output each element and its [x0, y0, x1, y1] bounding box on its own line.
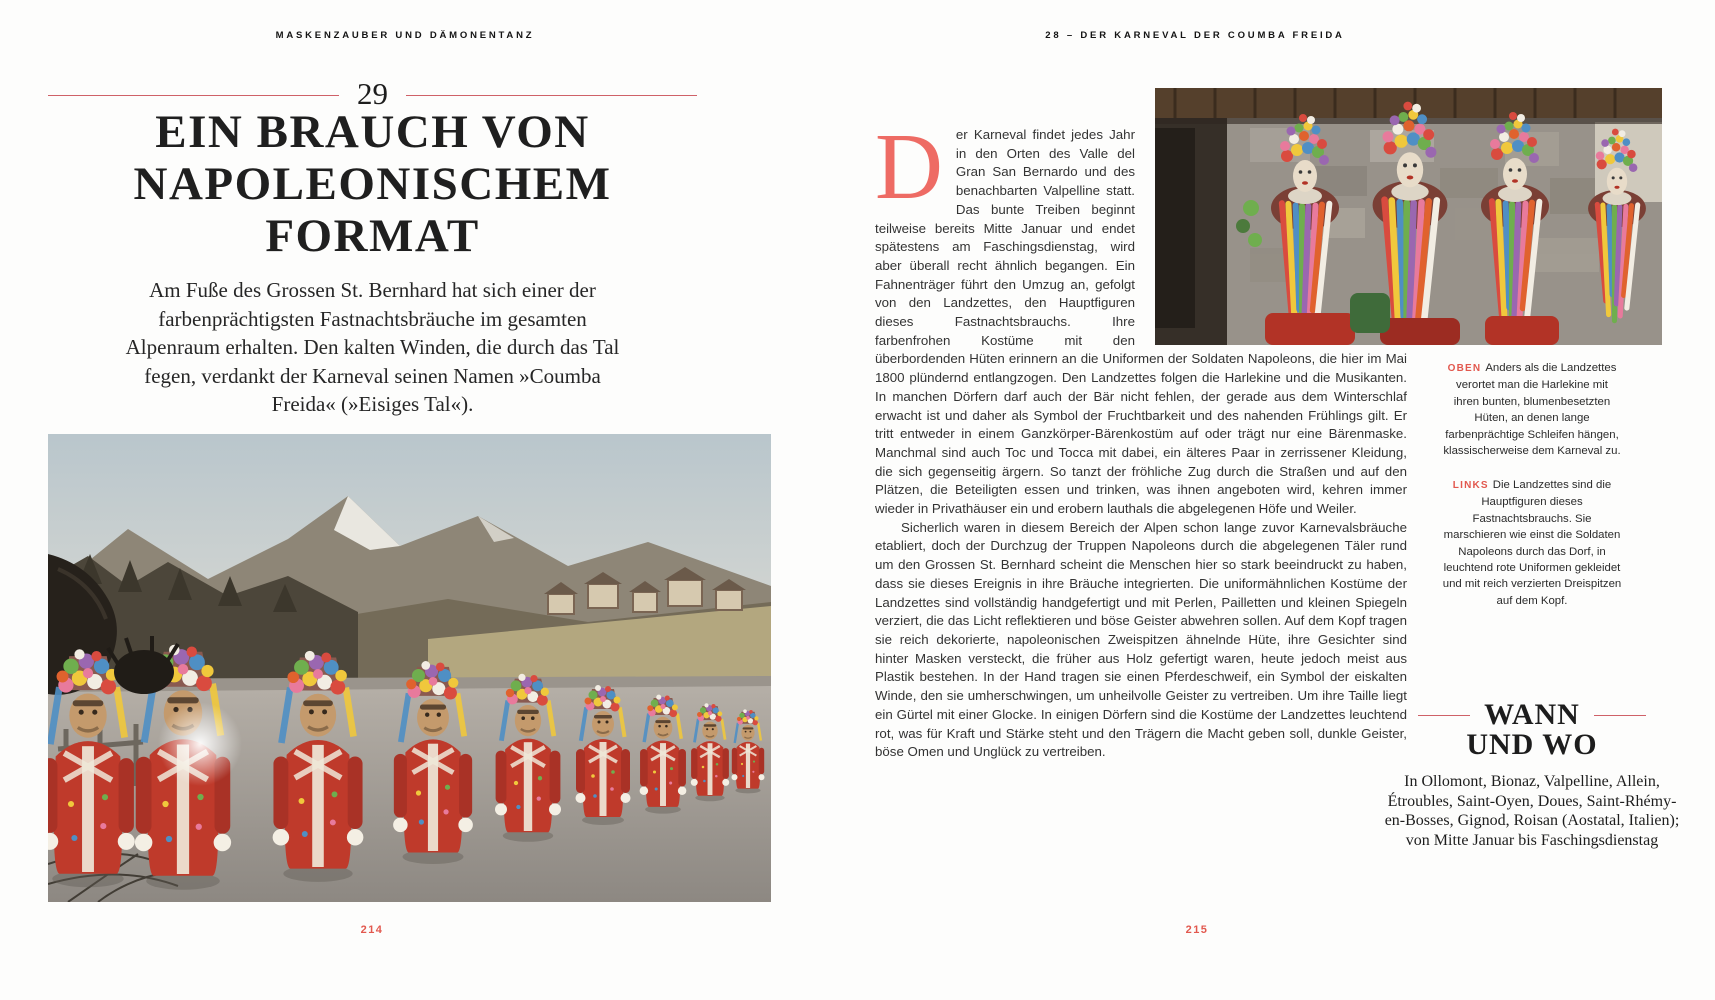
infobox-rule-left: [1418, 715, 1470, 716]
chapter-rule-right: [406, 95, 697, 96]
wann-und-wo-heading-row: [1382, 700, 1682, 730]
caption-oben: [1442, 360, 1622, 459]
drop-cap: D: [875, 115, 943, 219]
chapter-title-line: EIN BRAUCH VON: [155, 106, 590, 158]
chapter-number: 29: [357, 76, 388, 111]
caption-links-label: LINKS: [1452, 480, 1489, 491]
chapter-title-line: FORMAT: [265, 210, 480, 262]
running-head-left: MASKENZAUBER UND DÄMONENTANZ: [275, 30, 535, 41]
intro-paragraph: Am Fuße des Grossen St. Bernhard hat sich einer der farbenprächtigsten Fastnachtsbräuche im gesamten Alpenraum erhalten. Den kalten Winden, die durch das Tal fegen, verdankt der Karneval seinen Namen »Coumba Freida« (»Eisiges Tal«).: [125, 278, 620, 416]
body-paragraph-2: Sicherlich waren in diesem Bereich der Alpen schon lange zuvor Karnevalsbräuche etabliert, doch der Durchzug der Truppen Napoleons durch die abgelegenen Täler rund um den Grossen St. Bernhard scheint die Menschen hier so stark beeindruckt zu haben, dass sie dieses Ereignis in ihre Bräuche integrierten. Die uniformähnlichen Kostüme der Landzettes sind vollständig handgefertigt und mit Perlen, Pailletten und kleinen Spiegeln verziert, die das Licht reflektieren und böse Geister abwehren sollen. Auf dem Kopf tragen sie reich dekorierte, napoleonischen Zweispitzen ähnelnde Hüte, ihre Gesichter sind hinter Masken versteckt, die früher aus Holz gefertigt waren, heute jedoch meist aus Plastik bestehen. In der Hand tragen sie einen Pferdeschweif, ein Symbol der eiskalten Winde, den sie umherschwingen, um unheilvolle Geister zu vertreiben. Um ihre Taille liegt ein Gürtel mit einer Glocke. In einigen Dörfern sind die Kostüme der Landzettes leuchtend rot, was für Kraft und Stärke steht und den Trägern die Macht geben soll, dunkle Geister, böse Omen und Unglück zu vertreiben.: [875, 519, 1407, 760]
body-paragraph-1-text: er Karneval findet jedes Jahr in den Orten des Valle del Gran San Bernardo und des benachbarten Valpelline statt. Das bunte Treiben beginnt teilweise bereits Mitte Januar und endet spätestens am Faschingsdienstag, wird aber überall recht ähnlich begangen. Ein Fahnenträger führt den Umzug an, gefolgt von den Landzettes, den Hauptfiguren dieses Fastnachtsbrauchs. Ihre farbenfrohen Kostüme mit den überbordenden Hüten erinnern an die Uniformen der Soldaten Napoleons, die hier im Mai 1800 plündernd entlangzogen. Den Landzettes folgen die Harlekine und die Musikanten. In manchen Dörfern darf auch der Bär nicht fehlen, der gerade aus dem Winterschlaf erwacht ist und daher als Symbol der Fruchtbarkeit und des nahenden Frühlings gilt. Er tritt entweder in einem Ganzkörper-Bärenkostüm auf oder trägt nur eine Bärenmaske. Manchmal sind auch Toc und Tocca mit dabei, ein älteres Paar in zerrissener Kleidung, die sich gegenseitig ärgern. So tanzt der fröhliche Zug durch die Straßen und auf den Plätzen, die Beteiligten essen und trinken, was ihnen angeboten wird, kehren immer wieder in Privathäuser ein und erobern lauthals die abgelegenen Höfe und Weiler.: [875, 127, 1407, 517]
left-photo-carnival-parade: [48, 434, 771, 902]
chapter-title: [48, 106, 697, 262]
photo-text-wrap-spacer: [1135, 126, 1407, 346]
chapter-title-line: NAPOLEONISCHEM: [133, 158, 612, 210]
body-text-column: [875, 115, 1407, 762]
caption-links: [1442, 477, 1622, 609]
infobox-heading-line1: WANN: [1484, 698, 1580, 731]
infobox-heading-line2: UND WO: [1466, 728, 1598, 761]
wann-und-wo-box: [1382, 700, 1682, 850]
caption-oben-label: OBEN: [1447, 363, 1482, 374]
infobox-places-text: In Ollomont, Bionaz, Valpelline, Allein, Étroubles, Saint-Oyen, Doues, Saint-Rhémy-en-Bosses, Gignod, Roisan (Aostatal, Italien); von Mitte Januar bis Faschingsdienstag: [1384, 773, 1680, 849]
caption-links-text: Die Landzettes sind die Hauptfiguren dieses Fastnachtsbrauchs. Sie marschieren wie einst die Soldaten Napoleons durch das Dorf, in leuchtend rote Uniformen gekleidet und mit reich verzierten Dreispitzen auf dem Kopf.: [1442, 479, 1622, 607]
page-number-right: 215: [1185, 924, 1209, 936]
caption-oben-text: Anders als die Landzettes verortet man die Harlekine mit ihren bunten, blumenbesetzten Hüten, an denen lange farbenprächtige Schleifen hängen, klassischerweise dem Karneval zu.: [1443, 362, 1621, 458]
page-number-left: 214: [360, 924, 384, 936]
running-head-right: 28 – DER KARNEVAL DER COUMBA FREIDA: [1045, 30, 1345, 41]
infobox-rule-right: [1594, 715, 1646, 716]
chapter-rule-left: [48, 95, 339, 96]
